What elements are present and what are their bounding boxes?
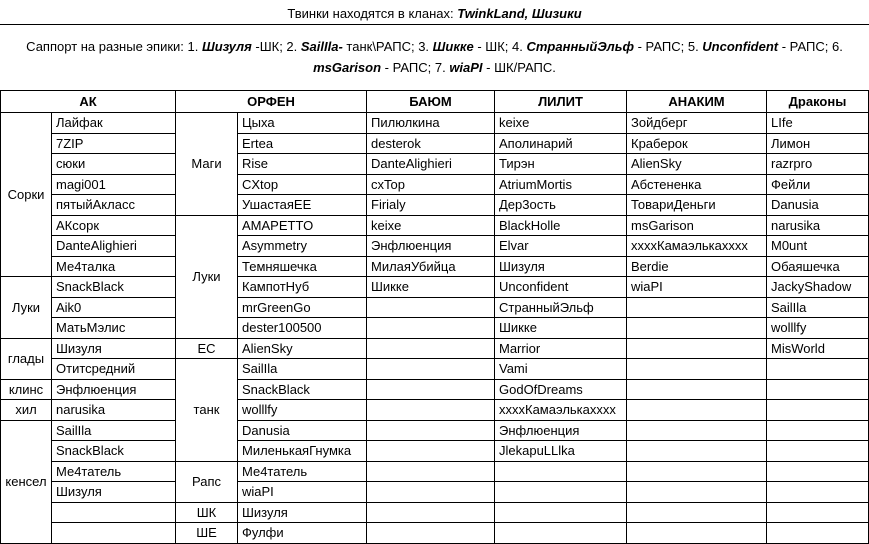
support-text: -ШК; 2. <box>251 39 301 54</box>
support-text: Саппорт на разные эпики: 1. <box>26 39 202 54</box>
table-cell <box>627 338 767 359</box>
support-player-name: Шикке <box>432 39 474 54</box>
support-text: - ШК/РАПС. <box>482 60 556 75</box>
table-cell <box>367 523 495 544</box>
table-cell: keixe <box>495 113 627 134</box>
table-cell: Краберок <box>627 133 767 154</box>
table-cell: Ertea <box>238 133 367 154</box>
support-player-name: SailIla- <box>300 39 343 54</box>
table-cell: magi001 <box>52 174 176 195</box>
table-cell: Лайфак <box>52 113 176 134</box>
orfen-category: ШК <box>176 502 238 523</box>
header-row <box>1 91 869 113</box>
table-row <box>1 379 869 400</box>
table-cell: mrGreenGo <box>238 297 367 318</box>
table-cell: SnackBlack <box>52 277 176 298</box>
table-cell: Дер3ость <box>495 195 627 216</box>
support-player-name: Шизуля <box>201 39 252 54</box>
table-cell: xxxxКамаэлькаxxxx <box>495 400 627 421</box>
table-cell <box>367 338 495 359</box>
table-cell <box>627 420 767 441</box>
table-cell <box>767 400 869 421</box>
table-cell: keixe <box>367 215 495 236</box>
table-cell <box>367 502 495 523</box>
table-cell <box>495 482 627 503</box>
table-row <box>1 359 869 380</box>
table-cell <box>627 482 767 503</box>
table-cell: Пилюлкина <box>367 113 495 134</box>
orfen-category: танк <box>176 359 238 462</box>
ak-category: Сорки <box>1 113 52 277</box>
table-cell: Лимон <box>767 133 869 154</box>
table-cell: КампотНуб <box>238 277 367 298</box>
table-cell <box>367 441 495 462</box>
table-row <box>1 215 869 236</box>
table-cell: МатьМэлис <box>52 318 176 339</box>
table-cell <box>767 441 869 462</box>
table-cell: Шизуля <box>495 256 627 277</box>
table-cell <box>367 379 495 400</box>
table-cell: MisWorld <box>767 338 869 359</box>
table-cell: BlackHolle <box>495 215 627 236</box>
table-cell <box>367 420 495 441</box>
table-cell: Энфлюенция <box>367 236 495 257</box>
table-cell <box>627 297 767 318</box>
table-cell: Абстененка <box>627 174 767 195</box>
table-row <box>1 236 869 257</box>
table-cell: desterok <box>367 133 495 154</box>
table-cell: GodOfDreams <box>495 379 627 400</box>
table-cell: Шизуля <box>52 338 176 359</box>
table-cell: M0unt <box>767 236 869 257</box>
table-cell: Marrior <box>495 338 627 359</box>
table-cell <box>627 441 767 462</box>
table-cell: Ме4татель <box>238 461 367 482</box>
table-cell: DanteAlighieri <box>52 236 176 257</box>
table-cell: cxTop <box>367 174 495 195</box>
table-cell <box>627 318 767 339</box>
roster-table <box>0 90 869 544</box>
table-cell: wolllfy <box>767 318 869 339</box>
table-cell: AtriumMortis <box>495 174 627 195</box>
table-cell <box>367 359 495 380</box>
table-cell: СтранныйЭльф <box>495 297 627 318</box>
table-cell <box>627 502 767 523</box>
table-cell: Firialy <box>367 195 495 216</box>
table-cell: SailIla <box>52 420 176 441</box>
support-text: - РАПС; 7. <box>381 60 450 75</box>
table-cell <box>627 523 767 544</box>
support-text: - РАПС; 5. <box>634 39 703 54</box>
table-cell <box>367 461 495 482</box>
table-cell <box>767 502 869 523</box>
table-cell: Asymmetry <box>238 236 367 257</box>
column-header: ОРФЕН <box>176 91 367 113</box>
table-cell <box>52 523 176 544</box>
table-row <box>1 133 869 154</box>
table-cell: Danusia <box>238 420 367 441</box>
table-cell <box>767 482 869 503</box>
table-cell: Аполинарий <box>495 133 627 154</box>
table-row <box>1 195 869 216</box>
table-cell <box>627 400 767 421</box>
table-cell: AlienSky <box>238 338 367 359</box>
table-cell: CXtop <box>238 174 367 195</box>
table-cell: AMAPETTO <box>238 215 367 236</box>
table-cell: wolllfy <box>238 400 367 421</box>
table-cell: сюки <box>52 154 176 175</box>
table-cell: Фейли <box>767 174 869 195</box>
table-cell <box>367 482 495 503</box>
table-cell <box>367 297 495 318</box>
table-cell: Темняшечка <box>238 256 367 277</box>
support-note <box>0 36 869 78</box>
ak-category: Луки <box>1 277 52 339</box>
table-cell: Зойдберг <box>627 113 767 134</box>
table-cell: wiaPI <box>627 277 767 298</box>
table-cell: Энфлюенция <box>52 379 176 400</box>
orfen-category: ЕС <box>176 338 238 359</box>
column-header: АНАКИМ <box>627 91 767 113</box>
table-row <box>1 113 869 134</box>
support-text: - РАПС; 6. <box>778 39 843 54</box>
table-cell: Danusia <box>767 195 869 216</box>
table-cell <box>767 523 869 544</box>
table-row <box>1 154 869 175</box>
table-cell: Шизуля <box>238 502 367 523</box>
table-cell <box>627 379 767 400</box>
ak-category: кенсел <box>1 420 52 543</box>
table-cell: Энфлюенция <box>495 420 627 441</box>
table-cell: Отитсредний <box>52 359 176 380</box>
table-cell <box>367 318 495 339</box>
table-cell: AlienSky <box>627 154 767 175</box>
column-header: ЛИЛИТ <box>495 91 627 113</box>
table-cell: Ме4татель <box>52 461 176 482</box>
support-player-name: wiaPI <box>449 60 483 75</box>
table-row <box>1 502 869 523</box>
table-cell: ТовариДеньги <box>627 195 767 216</box>
table-cell: Тирэн <box>495 154 627 175</box>
table-cell: msGarison <box>627 215 767 236</box>
orfen-category: Рапс <box>176 461 238 502</box>
clans-title-prefix: Твинки находятся в кланах: <box>287 6 458 21</box>
table-cell: dester100500 <box>238 318 367 339</box>
table-cell: Berdie <box>627 256 767 277</box>
table-cell: Vami <box>495 359 627 380</box>
table-cell <box>627 359 767 380</box>
support-player-name: СтранныйЭльф <box>526 39 634 54</box>
table-cell: Aik0 <box>52 297 176 318</box>
table-row <box>1 441 869 462</box>
table-cell: 7ZIP <box>52 133 176 154</box>
table-row <box>1 277 869 298</box>
ak-category: хил <box>1 400 52 421</box>
table-cell: SnackBlack <box>52 441 176 462</box>
clans-title <box>0 3 869 25</box>
table-row <box>1 482 869 503</box>
table-cell: narusika <box>767 215 869 236</box>
table-cell <box>495 523 627 544</box>
table-cell: SnackBlack <box>238 379 367 400</box>
column-header: БАЮМ <box>367 91 495 113</box>
column-header: АК <box>1 91 176 113</box>
table-cell: razrpro <box>767 154 869 175</box>
table-cell <box>52 502 176 523</box>
ak-category: глады <box>1 338 52 379</box>
table-row <box>1 338 869 359</box>
orfen-category: Маги <box>176 113 238 216</box>
table-row <box>1 297 869 318</box>
table-cell: LIfe <box>767 113 869 134</box>
orfen-category: Луки <box>176 215 238 338</box>
table-cell <box>495 502 627 523</box>
column-header: Драконы <box>767 91 869 113</box>
support-text: танк\РАПС; 3. <box>342 39 433 54</box>
table-cell: SailIla <box>767 297 869 318</box>
table-cell: JlekapuLLlka <box>495 441 627 462</box>
table-cell: Ме4талка <box>52 256 176 277</box>
table-cell: АКсорк <box>52 215 176 236</box>
table-cell: Шизуля <box>52 482 176 503</box>
table-cell: xxxxКамаэлькаxxxx <box>627 236 767 257</box>
support-text: - ШК; 4. <box>473 39 527 54</box>
orfen-category: ШЕ <box>176 523 238 544</box>
table-cell <box>767 420 869 441</box>
table-cell: Цыха <box>238 113 367 134</box>
table-row <box>1 461 869 482</box>
table-cell <box>495 461 627 482</box>
table-cell: Обаяшечка <box>767 256 869 277</box>
table-cell: JackyShadow <box>767 277 869 298</box>
table-cell: Unconfident <box>495 277 627 298</box>
table-row <box>1 256 869 277</box>
table-cell: SailIla <box>238 359 367 380</box>
table-cell: Elvar <box>495 236 627 257</box>
table-cell: пятыйАкласс <box>52 195 176 216</box>
table-cell: Rise <box>238 154 367 175</box>
table-cell: МиленькаяГнумка <box>238 441 367 462</box>
table-cell: Шикке <box>367 277 495 298</box>
table-cell <box>767 359 869 380</box>
table-cell: Фулфи <box>238 523 367 544</box>
support-player-name: Unconfident <box>702 39 779 54</box>
table-cell: Шикке <box>495 318 627 339</box>
table-row <box>1 318 869 339</box>
ak-category: клинс <box>1 379 52 400</box>
table-row <box>1 174 869 195</box>
table-row <box>1 420 869 441</box>
table-cell <box>767 379 869 400</box>
table-cell <box>627 461 767 482</box>
table-row <box>1 400 869 421</box>
table-row <box>1 523 869 544</box>
table-cell: narusika <box>52 400 176 421</box>
table-cell: МилаяУбийца <box>367 256 495 277</box>
table-cell: wiaPI <box>238 482 367 503</box>
table-cell <box>767 461 869 482</box>
clans-names: TwinkLand, Шизики <box>457 6 582 21</box>
table-cell: DanteAlighieri <box>367 154 495 175</box>
table-cell <box>367 400 495 421</box>
support-player-name: msGarison <box>313 60 382 75</box>
table-cell: УшастаяEE <box>238 195 367 216</box>
